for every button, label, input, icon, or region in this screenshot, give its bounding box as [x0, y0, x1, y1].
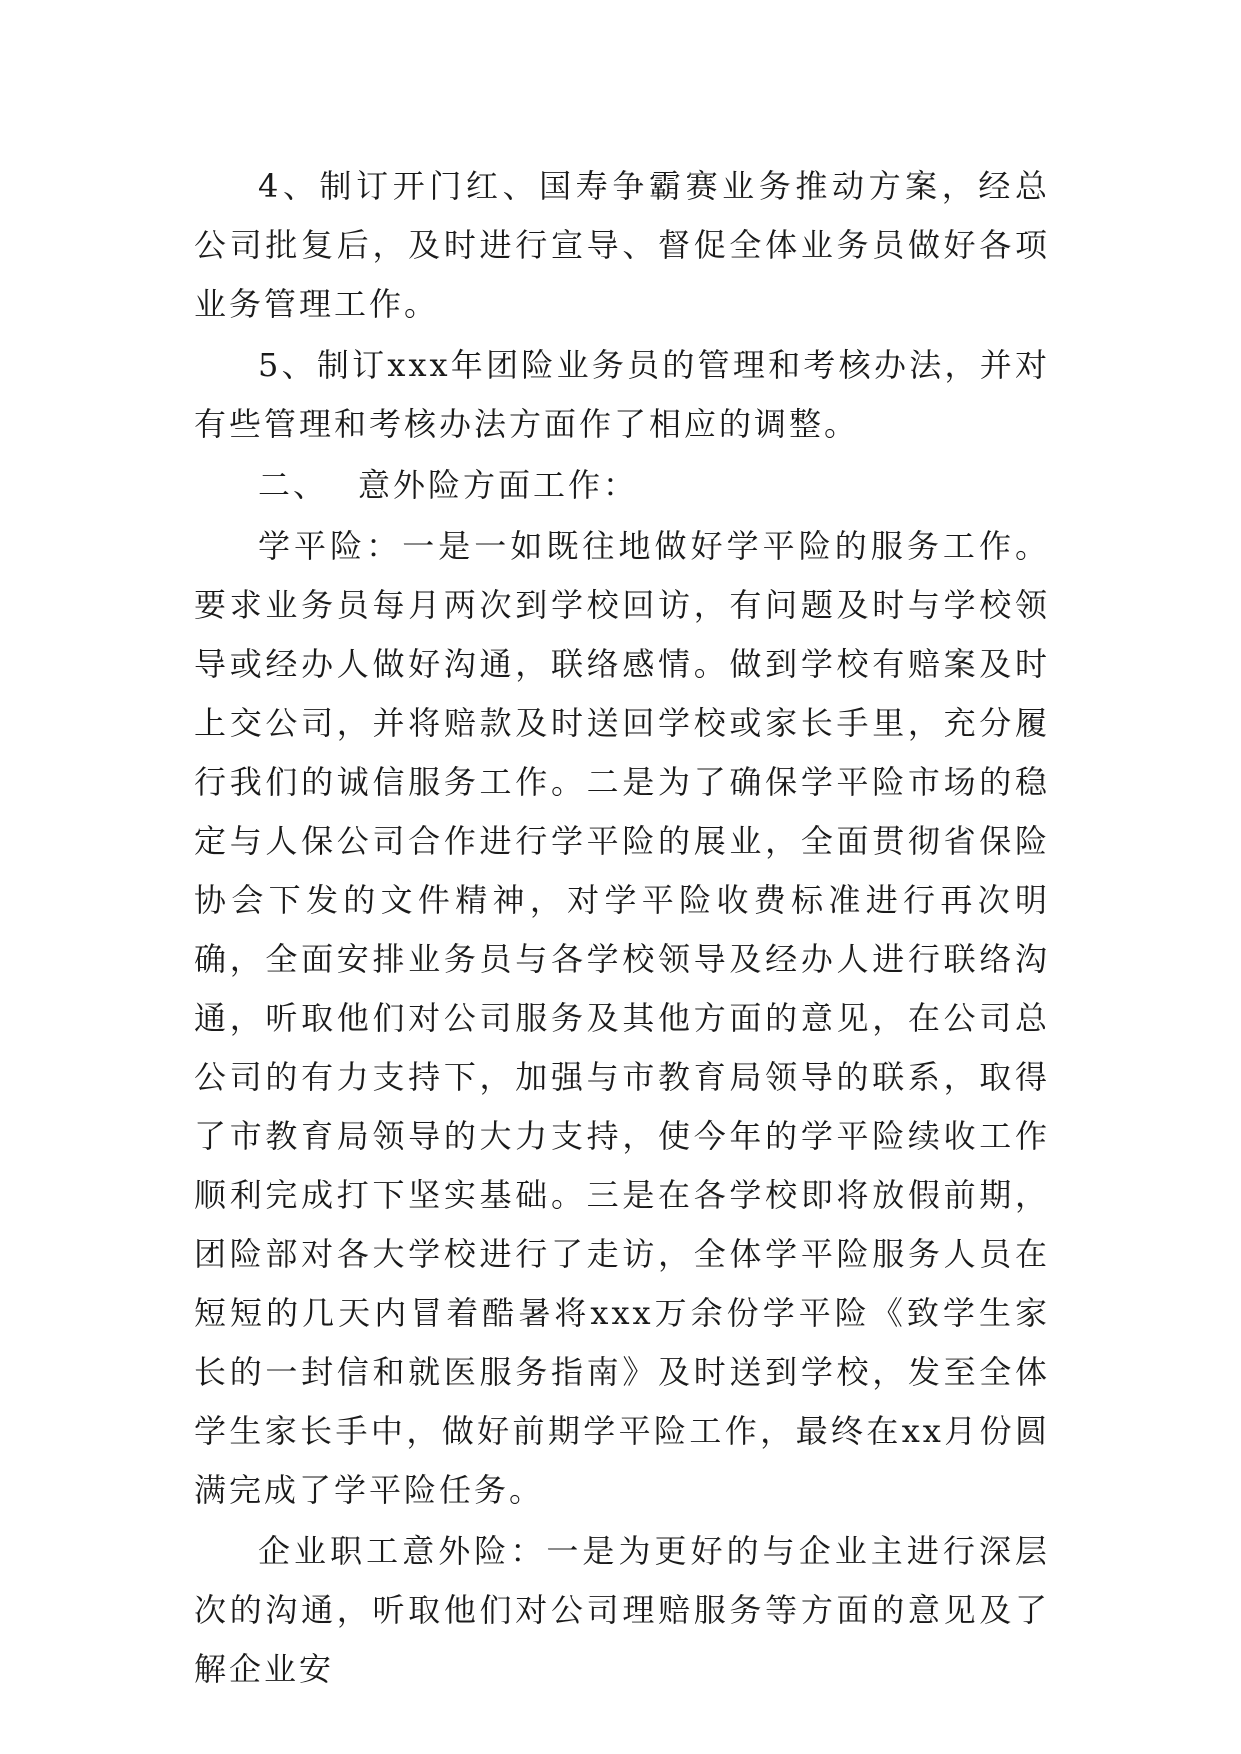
paragraph-item-4: 4、制订开门红、国寿争霸赛业务推动方案，经总公司批复后，及时进行宣导、督促全体业务员做好各项业务管理工作。 — [194, 167, 1050, 323]
section-heading — [194, 456, 1050, 515]
section-heading-number: 二、 — [258, 466, 329, 504]
paragraph-item-5: 5、制订xxx年团险业务员的管理和考核办法，并对有些管理和考核办法方面作了相应的调整。 — [194, 346, 1050, 443]
document-body — [194, 157, 1050, 1701]
paragraph-employee-accident-insurance: 企业职工意外险：一是为更好的与企业主进行深层次的沟通，听取他们对公司理赔服务等方面的意见及了解企业安 — [194, 1532, 1050, 1688]
paragraph-student-insurance: 学平险：一是一如既往地做好学平险的服务工作。要求业务员每月两次到学校回访，有问题及时与学校领导或经办人做好沟通，联络感情。做到学校有赔案及时上交公司，并将赔款及时送回学校或家长手里，充分履行我们的诚信服务工作。二是为了确保学平险市场的稳定与人保公司合作进行学平险的展业，全面贯彻省保险协会下发的文件精神，对学平险收费标准进行再次明确，全面安排业务员与各学校领导及经办人进行联络沟通，听取他们对公司服务及其他方面的意见，在公司总公司的有力支持下，加强与市教育局领导的联系，取得了市教育局领导的大力支持，使今年的学平险续收工作顺利完成打下坚实基础。三是在各学校即将放假前期，团险部对各大学校进行了走访，全体学平险服务人员在短短的几天内冒着酷暑将xxx万余份学平险《致学生家长的一封信和就医服务指南》及时送到学校，发至全体学生家长手中，做好前期学平险工作，最终在xx月份圆满完成了学平险任务。 — [194, 527, 1050, 1509]
section-heading-title: 意外险方面工作： — [358, 466, 639, 504]
